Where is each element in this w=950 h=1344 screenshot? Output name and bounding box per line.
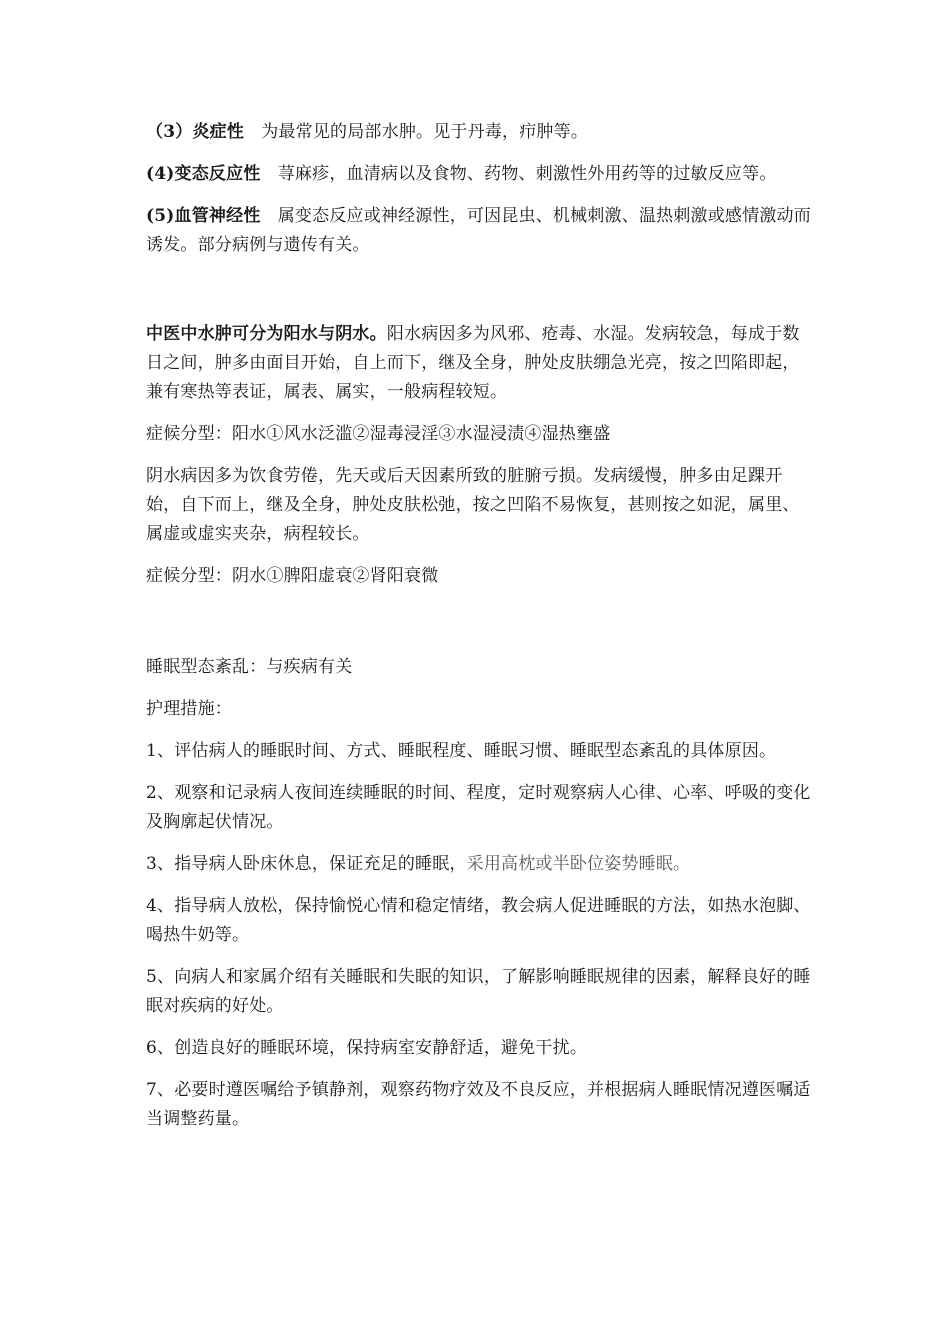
tcm-yang-paragraph (146, 320, 816, 407)
nursing-measure-3-main: 3、指导病人卧床休息，保证充足的睡眠， (146, 854, 467, 874)
nursing-measure-2: 2、观察和记录病人夜间连续睡眠的时间、程度，定时观察病人心律、心率、呼吸的变化及胸廓起伏情况。 (146, 783, 811, 832)
document-page (146, 118, 816, 1134)
nursing-measure-6: 6、创造良好的睡眠环境，保持病室安静舒适，避免干扰。 (146, 1038, 588, 1058)
edema-type-label: (4)变态反应性 (146, 164, 261, 184)
nursing-measures-title: 护理措施： (146, 699, 232, 719)
nursing-measure-5: 5、向病人和家属介绍有关睡眠和失眠的知识，了解影响睡眠规律的因素，解释良好的睡眠对疾病的好处。 (146, 967, 811, 1016)
tcm-yang-text: 阳水病因多为风邪、疮毒、水湿。发病较急，每成于数日之间，肿多由面目开始，自上而下，继及全身，肿处皮肤绷急光亮，按之凹陷即起，兼有寒热等表证，属表、属实，一般病程较短。 (146, 324, 800, 402)
nursing-measure-4: 4、指导病人放松，保持愉悦心情和稳定情绪，教会病人促进睡眠的方法，如热水泡脚、喝热牛奶等。 (146, 896, 811, 945)
sleep-diagnosis: 睡眠型态紊乱：与疾病有关 (146, 657, 353, 677)
tcm-yin-types: 症候分型：阴水①脾阳虚衰②肾阳衰微 (146, 566, 439, 586)
edema-type-angioneurotic (146, 202, 816, 260)
edema-type-label: (5)血管神经性 (146, 206, 261, 226)
edema-type-text: 荨麻疹，血清病以及食物、药物、刺激性外用药等的过敏反应等。 (277, 164, 777, 184)
edema-type-allergic (146, 160, 816, 189)
tcm-yin-paragraph: 阴水病因多为饮食劳倦，先天或后天因素所致的脏腑亏损。发病缓慢，肿多由足踝开始，自下而上，继及全身，肿处皮肤松弛，按之凹陷不易恢复，甚则按之如泥，属里、属虚或虚实夹杂，病程较长。 (146, 466, 800, 544)
nursing-measure-1: 1、评估病人的睡眠时间、方式、睡眠程度、睡眠习惯、睡眠型态紊乱的具体原因。 (146, 741, 777, 761)
edema-type-label: （3）炎症性 (146, 122, 245, 142)
edema-type-text: 为最常见的局部水肿。见于丹毒，疖肿等。 (261, 122, 589, 142)
tcm-intro-heading: 中医中水肿可分为阳水与阴水。 (146, 324, 387, 344)
nursing-measure-3 (146, 850, 816, 879)
nursing-measure-7: 7、必要时遵医嘱给予镇静剂，观察药物疗效及不良反应，并根据病人睡眠情况遵医嘱适当调整药量。 (146, 1080, 811, 1129)
edema-type-text: 属变态反应或神经源性，可因昆虫、机械刺激、温热刺激或感情激动而诱发。部分病例与遗传有关。 (146, 206, 811, 255)
edema-type-inflammatory (146, 118, 816, 147)
nursing-measure-3-posture: 采用高枕或半卧位姿势睡眠。 (466, 854, 691, 874)
tcm-yang-types: 症候分型：阳水①风水泛滥②湿毒浸淫③水湿浸渍④湿热壅盛 (146, 424, 611, 444)
